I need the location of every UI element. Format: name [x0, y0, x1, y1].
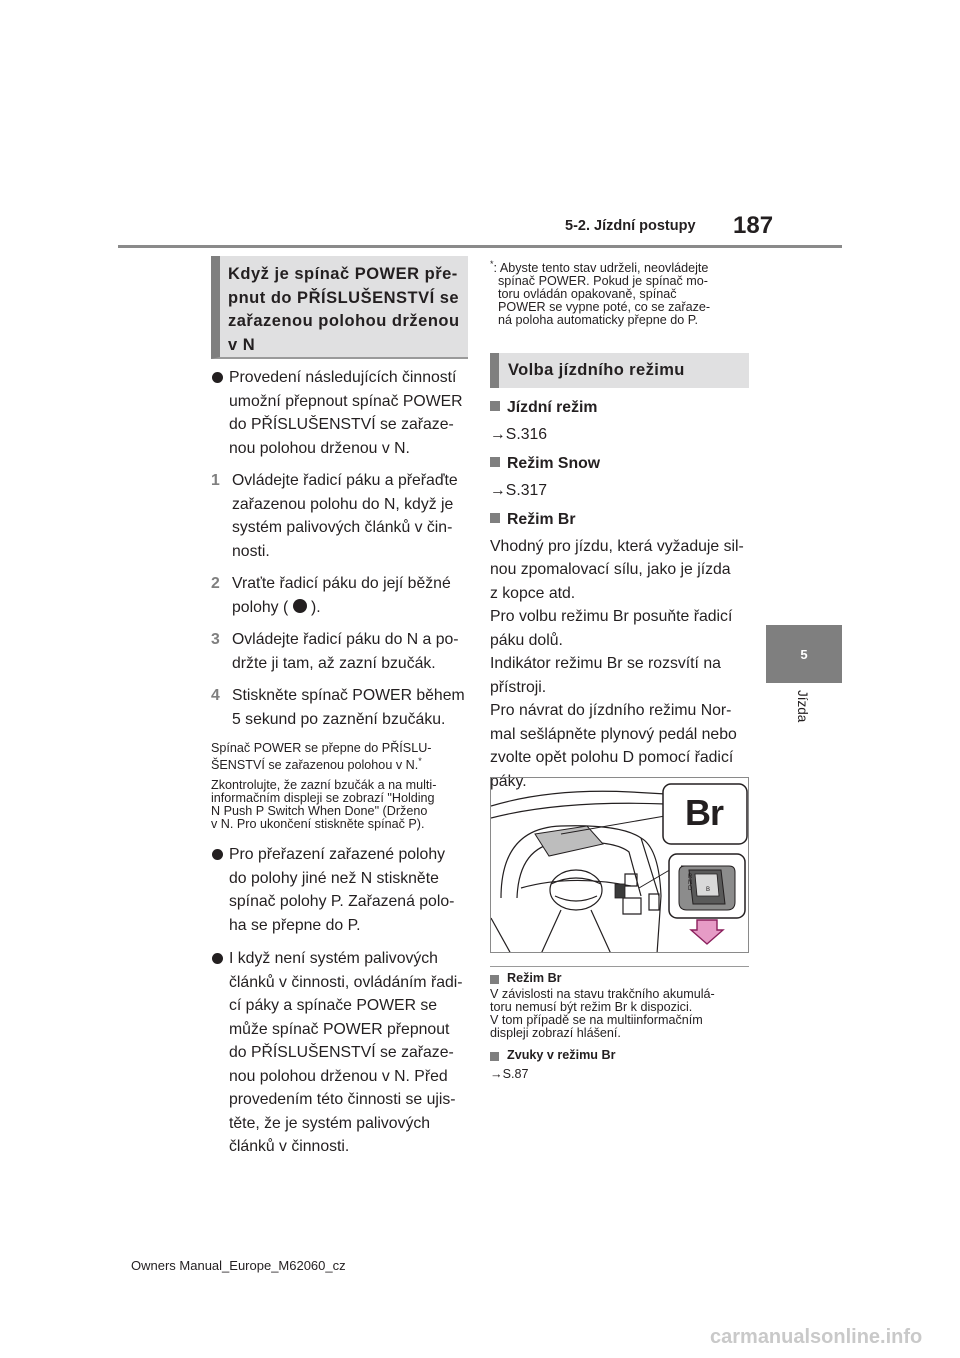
text-line: může spínač POWER přepnout [229, 1020, 450, 1038]
text-line: informačním displeji se zobrazí "Holding [211, 791, 435, 806]
chapter-number: 5 [800, 646, 808, 662]
text-line: cí páky a spínače POWER se [229, 997, 438, 1015]
text-line: Vraťte řadicí páku do její běžné [232, 575, 451, 592]
text-line: umožní přepnout spínač POWER [229, 392, 463, 410]
text-line: Stiskněte spínač POWER během [232, 687, 465, 704]
park-dot-icon [293, 599, 307, 613]
text-line: 5 sekund po zaznění bzučáku. [232, 710, 446, 728]
header-divider [118, 245, 842, 248]
text-line: zvolte opět polohu D pomocí řadicí [490, 749, 734, 766]
text-line: Pro přeřazení zařazené polohy [229, 846, 446, 864]
text-line: páku dolů. [490, 631, 563, 649]
shifter-b-label: B [706, 887, 711, 893]
step-2 [211, 572, 473, 619]
text-line: provedením této činnosti se ujis- [229, 1091, 456, 1109]
text-line: nou zpomalovací sílu, jako je jízda [490, 561, 731, 578]
check-note [211, 779, 473, 831]
steering-hub [550, 870, 602, 910]
bullet-fuel-cell-off [211, 947, 473, 1159]
br-note-body [490, 988, 754, 1040]
heading-line: v N [228, 335, 256, 354]
text-line: do polohy jiné než N stiskněte [229, 869, 439, 887]
figure-divider [490, 966, 749, 967]
text-line: N Push P Switch When Done" (Drženo [211, 804, 428, 819]
callout-line [561, 816, 665, 834]
br-sounds-link[interactable]: →S.87 [490, 1067, 529, 1081]
text-line: přístroji. [490, 678, 547, 696]
step-number: 1 [211, 472, 220, 489]
section-title: 5-2. Jízdní postupy [565, 218, 696, 234]
text-line: do PŘÍSLUŠENSTVÍ se zařaze- [229, 416, 454, 433]
text-line: nou polohou drženou v N. Před [229, 1067, 448, 1085]
text-line: Zkontrolujte, že zazní bzučák a na multi- [211, 778, 437, 793]
text-line: toru nemusí být režim Br k dispozici. [490, 1000, 693, 1014]
text-line: V tom případě se na multiinformačním [490, 1013, 703, 1027]
text-line: nou polohou drženou v N. [229, 439, 410, 457]
text-line: držte ji tam, až zazní bzučák. [232, 654, 436, 672]
text-line: Pro volbu režimu Br posuňte řadicí [490, 608, 733, 625]
step-number: 4 [211, 687, 220, 704]
step-4 [211, 684, 473, 731]
step-1 [211, 469, 473, 563]
shifter-pointer [615, 884, 625, 898]
text-line: těte, že je systém palivových [229, 1114, 431, 1132]
br-mode-subheading: Režim Br [490, 508, 754, 532]
br-mode-illustration [490, 777, 749, 953]
text-line: V závislosti na stavu trakčního akumulá- [490, 987, 715, 1001]
br-mode-description [490, 535, 754, 794]
text-line: POWER se vypne poté, co se zařaze- [498, 300, 711, 315]
snow-mode-link[interactable]: →S.317 [490, 481, 548, 499]
bullet-shift-to-p [211, 843, 473, 937]
step-number: 3 [211, 631, 220, 648]
shifter-gear-labels: R N D [688, 874, 693, 892]
text-line: displeji zobrazí hlášení. [490, 1026, 621, 1040]
text-fragment: : Abyste tento stav udrželi, neovládejte [493, 261, 709, 276]
text-line: do PŘÍSLUŠENSTVÍ se zařaze- [229, 1044, 454, 1062]
text-line: systém palivových článků v čin- [232, 519, 453, 536]
text-line: mal sešlápněte plynový pedál nebo [490, 725, 737, 743]
right-body [490, 396, 754, 793]
text-line: Vhodný pro jízdu, která vyžaduje sil- [490, 537, 744, 555]
text-line: ha se přepne do P. [229, 916, 361, 934]
drive-mode-heading: Volba jízdního režimu [490, 353, 749, 388]
text-line: Pro návrat do jízdního režimu Nor- [490, 702, 732, 719]
br-note [490, 972, 754, 1081]
heading-line: zařazenou polohou drženou [228, 312, 460, 330]
text-line: článků v činnosti. [229, 1138, 350, 1156]
left-body [211, 366, 473, 1159]
footnote [490, 258, 752, 327]
text-fragment: ŠENSTVÍ se zařazenou polohou v N. [211, 758, 419, 773]
meter-display [535, 826, 603, 856]
drive-mode-link[interactable]: →S.316 [490, 425, 548, 443]
br-sounds-title: Zvuky v režimu Br [490, 1049, 754, 1062]
text-line: zařazenou polohu do N, když je [232, 495, 454, 513]
text-line: Ovládejte řadicí páku do N a po- [232, 631, 459, 648]
bullet-accessory-intro [211, 366, 473, 460]
text-line: Provedení následujících činností [229, 369, 457, 386]
text-line: páky. [490, 772, 527, 790]
text-line: spínač polohy P. Zařazená polo- [229, 893, 455, 911]
heading-line: pnut do PŘÍSLUŠENSTVÍ se [228, 288, 460, 307]
text-line [490, 258, 752, 275]
accessory-mode-heading [211, 256, 468, 359]
text-line: z kopce atd. [490, 584, 576, 602]
text-line: Indikátor režimu Br se rozsvítí na [490, 655, 721, 672]
chapter-label: Jízda [795, 690, 810, 723]
text-fragment: polohy ( [232, 598, 289, 616]
step-3 [211, 628, 473, 675]
br-note-title: Režim Br [490, 972, 754, 985]
footer-doc-id: Owners Manual_Europe_M62060_cz [131, 1258, 346, 1273]
page-number: 187 [733, 212, 774, 239]
text-line: I když není systém palivových [229, 950, 438, 968]
text-line [232, 596, 473, 620]
result-note [211, 742, 473, 772]
text-line: Ovládejte řadicí páku a přeřaďte [232, 472, 458, 489]
watermark: carmanualsonline.info [710, 1326, 923, 1348]
chapter-tab[interactable] [766, 625, 842, 683]
text-line [211, 755, 473, 772]
footnote-mark: * [418, 756, 422, 766]
text-line: spínač POWER. Pokud je spínač mo- [498, 274, 708, 289]
text-line: nosti. [232, 542, 270, 560]
drive-mode-subheading: Jízdní režim [490, 396, 754, 420]
text-line: v N. Pro ukončení stiskněte spínač P). [211, 817, 425, 832]
down-arrow-icon [691, 920, 723, 944]
footnote-mark: * [490, 259, 494, 269]
text-line: Spínač POWER se přepne do PŘÍSLU- [211, 741, 432, 755]
text-line: ná poloha automaticky přepne do P. [498, 313, 699, 328]
br-indicator-label: Br [685, 792, 724, 833]
text-line: toru ovládán opakovaně, spínač [498, 287, 677, 302]
snow-mode-subheading: Režim Snow [490, 452, 754, 476]
text-line: článků v činnosti, ovládáním řadi- [229, 973, 463, 991]
text-fragment: ). [310, 598, 321, 616]
step-number: 2 [211, 575, 220, 592]
heading-line: Když je spínač POWER pře- [228, 265, 458, 283]
